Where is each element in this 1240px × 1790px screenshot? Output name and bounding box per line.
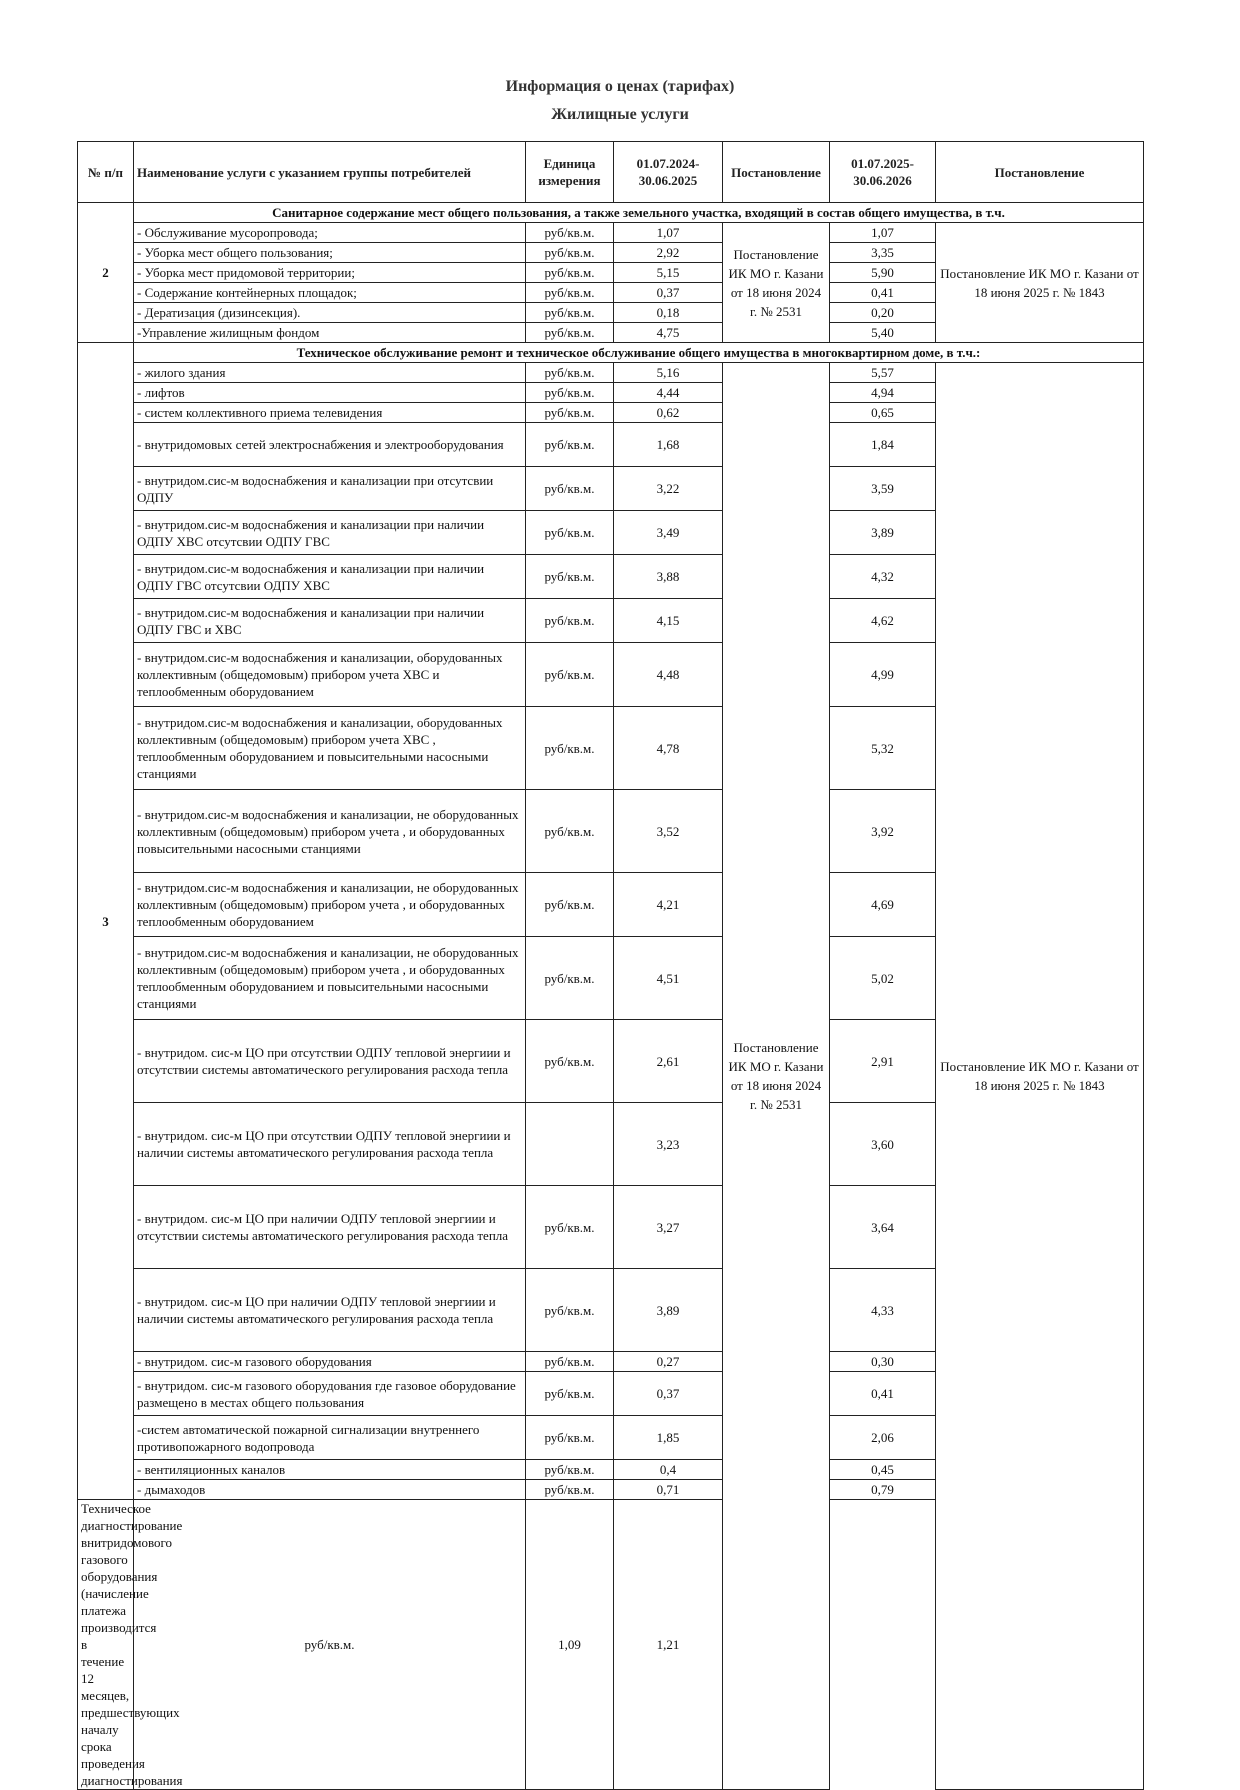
price-2024-cell: 0,37: [614, 283, 723, 303]
decree-2025-cell: Постановление ИК МО г. Казани от 18 июня 2025 г. № 1843: [936, 223, 1144, 343]
price-2024-cell: 5,15: [614, 263, 723, 283]
price-2025-cell: 1,07: [830, 223, 936, 243]
service-name: - внутридомовых сетей электроснабжения и электрооборудования: [134, 423, 526, 467]
service-name: - Обслуживание мусоропровода;: [134, 223, 526, 243]
price-2024-cell: 0,4: [614, 1460, 723, 1480]
unit-cell: [526, 1103, 614, 1186]
unit-cell: руб/кв.м.: [526, 707, 614, 790]
tariff-table: [77, 141, 1144, 1790]
price-2025-cell: 0,41: [830, 1372, 936, 1416]
price-2025-cell: 3,59: [830, 467, 936, 511]
price-2025-cell: 2,06: [830, 1416, 936, 1460]
service-name: - внутридом. сис-м ЦО при отсутствии ОДПУ тепловой энергиии и наличии системы автоматического регулирования расхода тепла: [134, 1103, 526, 1186]
unit-cell: руб/кв.м.: [526, 303, 614, 323]
header-num: № п/п: [78, 142, 134, 203]
unit-cell: руб/кв.м.: [526, 873, 614, 937]
service-name: - внутридом.сис-м водоснабжения и канализации, не оборудованных коллективным (общедомовым) прибором учета , и оборудованных теплообменным оборудованием: [134, 873, 526, 937]
unit-cell: руб/кв.м.: [526, 283, 614, 303]
decree-2025-cell: Постановление ИК МО г. Казани от 18 июня 2025 г. № 1843: [936, 363, 1144, 1790]
unit-cell: руб/кв.м.: [526, 511, 614, 555]
price-2024-cell: 4,48: [614, 643, 723, 707]
unit-cell: руб/кв.м.: [526, 363, 614, 383]
price-2025-cell: 0,65: [830, 403, 936, 423]
service-name: - внутридом. сис-м ЦО при наличии ОДПУ тепловой энергиии и отсутствии системы автоматического регулирования расхода тепла: [134, 1186, 526, 1269]
service-name: - Уборка мест придомовой территории;: [134, 263, 526, 283]
unit-cell: руб/кв.м.: [526, 323, 614, 343]
price-2025-cell: 2,91: [830, 1020, 936, 1103]
price-2025-cell: 4,32: [830, 555, 936, 599]
price-2024-cell: 2,92: [614, 243, 723, 263]
unit-cell: руб/кв.м.: [526, 223, 614, 243]
table-row: [78, 223, 1144, 243]
service-name: - внутридом.сис-м водоснабжения и канализации при наличии ОДПУ ГВС отсутсвии ОДПУ ХВС: [134, 555, 526, 599]
price-2024-cell: 3,89: [614, 1269, 723, 1352]
unit-cell: руб/кв.м.: [526, 263, 614, 283]
price-2024-cell: 4,78: [614, 707, 723, 790]
price-2025-cell: 5,32: [830, 707, 936, 790]
header-name: Наименование услуги с указанием группы потребителей: [134, 142, 526, 203]
price-2024-cell: 4,75: [614, 323, 723, 343]
service-name: - внутридом.сис-м водоснабжения и канализации, не оборудованных коллективным (общедомовым) прибором учета , и оборудованных теплообменным оборудованием и повысительными насосными станциями: [134, 937, 526, 1020]
section-3-title: Техническое обслуживание ремонт и техническое обслуживание общего имущества в многоквартирном доме, в т.ч.:: [134, 343, 1144, 363]
price-2024-cell: 1,09: [526, 1500, 614, 1790]
service-name: - внутридом.сис-м водоснабжения и канализации при наличии ОДПУ ХВС отсутсвии ОДПУ ГВС: [134, 511, 526, 555]
service-name: - Дератизация (дизинсекция).: [134, 303, 526, 323]
section-3-title-row: [78, 343, 1144, 363]
price-2025-cell: 0,41: [830, 283, 936, 303]
price-2024-cell: 1,85: [614, 1416, 723, 1460]
price-2024-cell: 0,18: [614, 303, 723, 323]
service-name: - внутридом.сис-м водоснабжения и канализации, оборудованных коллективным (общедомовым) прибором учета ХВС , теплообменным оборудованием и повысительными насосными станциями: [134, 707, 526, 790]
unit-cell: руб/кв.м.: [526, 1460, 614, 1480]
price-2025-cell: 3,60: [830, 1103, 936, 1186]
price-2024-cell: 0,37: [614, 1372, 723, 1416]
price-2024-cell: 4,44: [614, 383, 723, 403]
service-name: - внутридом.сис-м водоснабжения и канализации при наличии ОДПУ ГВС и ХВС: [134, 599, 526, 643]
service-name: - Содержание контейнерных площадок;: [134, 283, 526, 303]
price-2025-cell: 0,20: [830, 303, 936, 323]
price-2024-cell: 3,27: [614, 1186, 723, 1269]
unit-cell: руб/кв.м.: [526, 1416, 614, 1460]
price-2025-cell: 3,64: [830, 1186, 936, 1269]
price-2025-cell: 4,62: [830, 599, 936, 643]
price-2024-cell: 1,07: [614, 223, 723, 243]
service-name: - внутридом. сис-м газового оборудования где газовое оборудование размещено в местах общего пользования: [134, 1372, 526, 1416]
price-2025-cell: 0,79: [830, 1480, 936, 1500]
unit-cell: руб/кв.м.: [526, 467, 614, 511]
service-name: - жилого здания: [134, 363, 526, 383]
price-2025-cell: 1,84: [830, 423, 936, 467]
price-2025-cell: 5,57: [830, 363, 936, 383]
unit-cell: руб/кв.м.: [134, 1500, 526, 1790]
service-name: - внутридом. сис-м газового оборудования: [134, 1352, 526, 1372]
unit-cell: руб/кв.м.: [526, 403, 614, 423]
service-name: - лифтов: [134, 383, 526, 403]
price-2025-cell: 0,45: [830, 1460, 936, 1480]
section-2-title: Санитарное содержание мест общего пользования, а также земельного участка, входящий в состав общего имущества, в т.ч.: [134, 203, 1144, 223]
service-name: - систем коллективного приема телевидения: [134, 403, 526, 423]
price-2025-cell: 4,69: [830, 873, 936, 937]
price-2025-cell: 3,35: [830, 243, 936, 263]
decree-2024-cell: Постановление ИК МО г. Казани от 18 июня 2024 г. № 2531: [723, 223, 830, 343]
price-2024-cell: 0,62: [614, 403, 723, 423]
price-2024-cell: 4,15: [614, 599, 723, 643]
price-2025-cell: 5,90: [830, 263, 936, 283]
price-2025-cell: 4,33: [830, 1269, 936, 1352]
price-2025-cell: 4,99: [830, 643, 936, 707]
header-period-2024: 01.07.2024-30.06.2025: [614, 142, 723, 203]
unit-cell: руб/кв.м.: [526, 599, 614, 643]
unit-cell: руб/кв.м.: [526, 555, 614, 599]
unit-cell: руб/кв.м.: [526, 1480, 614, 1500]
price-2025-cell: 0,30: [830, 1352, 936, 1372]
unit-cell: руб/кв.м.: [526, 937, 614, 1020]
service-name: - внутридом. сис-м ЦО при отсутствии ОДПУ тепловой энергиии и отсутствии системы автоматического регулирования расхода тепла: [134, 1020, 526, 1103]
price-2024-cell: 0,71: [614, 1480, 723, 1500]
price-2025-cell: 5,02: [830, 937, 936, 1020]
table-header-row: [78, 142, 1144, 203]
header-unit: Единица измерения: [526, 142, 614, 203]
unit-cell: руб/кв.м.: [526, 423, 614, 467]
price-2024-cell: 3,22: [614, 467, 723, 511]
section-2-title-row: [78, 203, 1144, 223]
service-name: -Управление жилищным фондом: [134, 323, 526, 343]
unit-cell: руб/кв.м.: [526, 1186, 614, 1269]
service-name: -систем автоматической пожарной сигнализации внутреннего противопожарного водопровода: [134, 1416, 526, 1460]
service-name: Техническое диагностирование внитридомового газового оборудования (начисление платежа производится в течение 12 месяцев, предшествующих началу срока проведения диагностирования: [78, 1500, 134, 1790]
service-name: - дымаходов: [134, 1480, 526, 1500]
service-name: - внутридом. сис-м ЦО при наличии ОДПУ тепловой энергиии и наличии системы автоматического регулирования расхода тепла: [134, 1269, 526, 1352]
section-3-number: 3: [78, 343, 134, 1500]
price-2024-cell: 3,52: [614, 790, 723, 873]
service-name: - внутридом.сис-м водоснабжения и канализации, не оборудованных коллективным (общедомовым) прибором учета , и оборудованных повысительными насосными станциями: [134, 790, 526, 873]
unit-cell: руб/кв.м.: [526, 1020, 614, 1103]
header-decree-2024: Постановление: [723, 142, 830, 203]
unit-cell: руб/кв.м.: [526, 1352, 614, 1372]
price-2024-cell: 2,61: [614, 1020, 723, 1103]
price-2024-cell: 3,49: [614, 511, 723, 555]
price-2024-cell: 4,51: [614, 937, 723, 1020]
unit-cell: руб/кв.м.: [526, 1372, 614, 1416]
unit-cell: руб/кв.м.: [526, 1269, 614, 1352]
price-2024-cell: 4,21: [614, 873, 723, 937]
service-name: - внутридом.сис-м водоснабжения и канализации, оборудованных коллективным (общедомовым) прибором учета ХВС и теплообменным оборудованием: [134, 643, 526, 707]
service-name: - внутридом.сис-м водоснабжения и канализации при отсутсвии ОДПУ: [134, 467, 526, 511]
price-2025-cell: 4,94: [830, 383, 936, 403]
unit-cell: руб/кв.м.: [526, 243, 614, 263]
unit-cell: руб/кв.м.: [526, 643, 614, 707]
decree-2024-cell: Постановление ИК МО г. Казани от 18 июня 2024 г. № 2531: [723, 363, 830, 1790]
price-2024-cell: 0,27: [614, 1352, 723, 1372]
price-2025-cell: 1,21: [614, 1500, 723, 1790]
price-2024-cell: 1,68: [614, 423, 723, 467]
service-name: - Уборка мест общего пользования;: [134, 243, 526, 263]
header-period-2025: 01.07.2025-30.06.2026: [830, 142, 936, 203]
section-2-number: 2: [78, 203, 134, 343]
header-decree-2025: Постановление: [936, 142, 1144, 203]
price-2024-cell: 3,88: [614, 555, 723, 599]
price-2024-cell: 3,23: [614, 1103, 723, 1186]
unit-cell: руб/кв.м.: [526, 383, 614, 403]
page-title: Информация о ценах (тарифах): [505, 78, 735, 95]
price-2024-cell: 5,16: [614, 363, 723, 383]
table-row: [78, 363, 1144, 383]
page-subtitle: Жилищные услуги: [551, 106, 689, 123]
service-name: - вентиляционных каналов: [134, 1460, 526, 1480]
price-2025-cell: 3,89: [830, 511, 936, 555]
price-2025-cell: 5,40: [830, 323, 936, 343]
price-2025-cell: 3,92: [830, 790, 936, 873]
unit-cell: руб/кв.м.: [526, 790, 614, 873]
